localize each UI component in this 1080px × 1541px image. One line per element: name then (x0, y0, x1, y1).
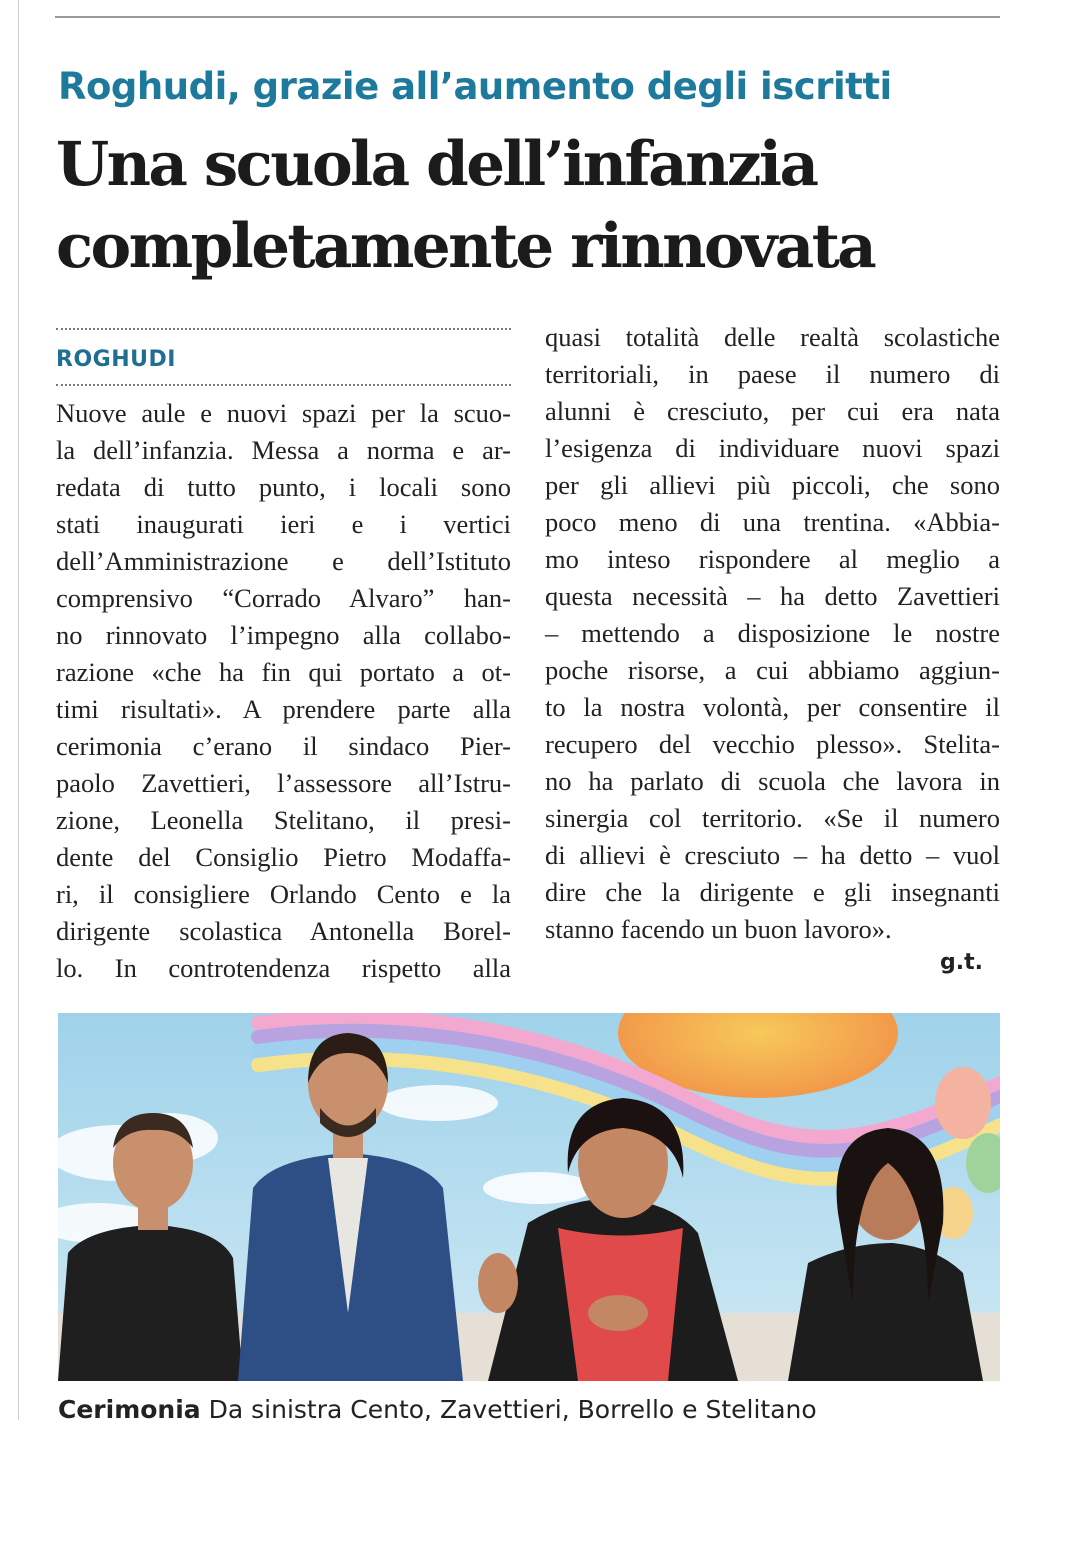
headline-line: completamente rinnovata (56, 211, 875, 282)
body-line: no rinnovato l’impegno alla collabo- (56, 620, 511, 650)
body-column-left (56, 395, 511, 987)
body-line: ri, il consigliere Orlando Cento e la (56, 879, 511, 909)
body-line: zione, Leonella Stelitano, il presi- (56, 805, 511, 835)
body-line: la dell’infanzia. Messa a norma e ar- (56, 435, 511, 465)
body-line: to la nostra volontà, per consentire il (545, 692, 1000, 722)
body-line: dente del Consiglio Pietro Modaffa- (56, 842, 511, 872)
body-line: Nuove aule e nuovi spazi per la scuo- (56, 398, 511, 428)
photo-caption (58, 1393, 817, 1427)
body-line: redata di tutto punto, i locali sono (56, 472, 511, 502)
body-line: poche risorse, a cui abbiamo aggiun- (545, 655, 1000, 685)
top-rule (55, 16, 1000, 18)
body-line: poco meno di una trentina. «Abbia- (545, 507, 1000, 537)
body-line: quasi totalità delle realtà scolastiche (545, 322, 1000, 352)
body-line: dirigente scolastica Antonella Borel- (56, 916, 511, 946)
body-line: no ha parlato di scuola che lavora in (545, 766, 1000, 796)
body-line: comprensivo “Corrado Alvaro” han- (56, 583, 511, 613)
body-line: paolo Zavettieri, l’assessore all’Istru- (56, 768, 511, 798)
body-line: dell’Amministrazione e dell’Istituto (56, 546, 511, 576)
body-line: alunni è cresciuto, per cui era nata (545, 396, 1000, 426)
body-line: di allievi è cresciuto – ha detto – vuol (545, 840, 1000, 870)
headline-line: Una scuola dell’infanzia (56, 129, 817, 200)
body-line: stati inaugurati ieri e i vertici (56, 509, 511, 539)
body-line: territoriali, in paese il numero di (545, 359, 1000, 389)
ceremony-photo (58, 1013, 1000, 1381)
dotted-rule (56, 384, 511, 386)
body-line: razione «che ha fin qui portato a ot- (56, 657, 511, 687)
page-left-border (18, 0, 19, 1420)
body-line: cerimonia c’erano il sindaco Pier- (56, 731, 511, 761)
caption-label: Cerimonia (58, 1395, 201, 1424)
body-line: dire che la dirigente e gli insegnanti (545, 877, 1000, 907)
body-line: stanno facendo un buon lavoro». (545, 914, 892, 944)
body-line: questa necessità – ha detto Zavettieri (545, 581, 1000, 611)
kicker: Roghudi, grazie all’aumento degli iscritti (58, 65, 892, 108)
body-line: l’esigenza di individuare nuovi spazi (545, 433, 1000, 463)
body-line: per gli allievi più piccoli, che sono (545, 470, 1000, 500)
body-line: – mettendo a disposizione le nostre (545, 618, 1000, 648)
body-line: sinergia col territorio. «Se il numero (545, 803, 1000, 833)
body-line: mo inteso rispondere al meglio a (545, 544, 1000, 574)
body-column-right (545, 319, 1000, 948)
author-signature: g.t. (940, 950, 983, 975)
dotted-rule (56, 328, 511, 330)
byline: ROGHUDI (56, 347, 176, 372)
caption-text: Da sinistra Cento, Zavettieri, Borrello e Stelitano (208, 1395, 817, 1424)
body-line: recupero del vecchio plesso». Stelita- (545, 729, 1000, 759)
headline (56, 124, 1016, 288)
body-line: timi risultati». A prendere parte alla (56, 694, 511, 724)
body-line: lo. In controtendenza rispetto alla (56, 953, 511, 983)
